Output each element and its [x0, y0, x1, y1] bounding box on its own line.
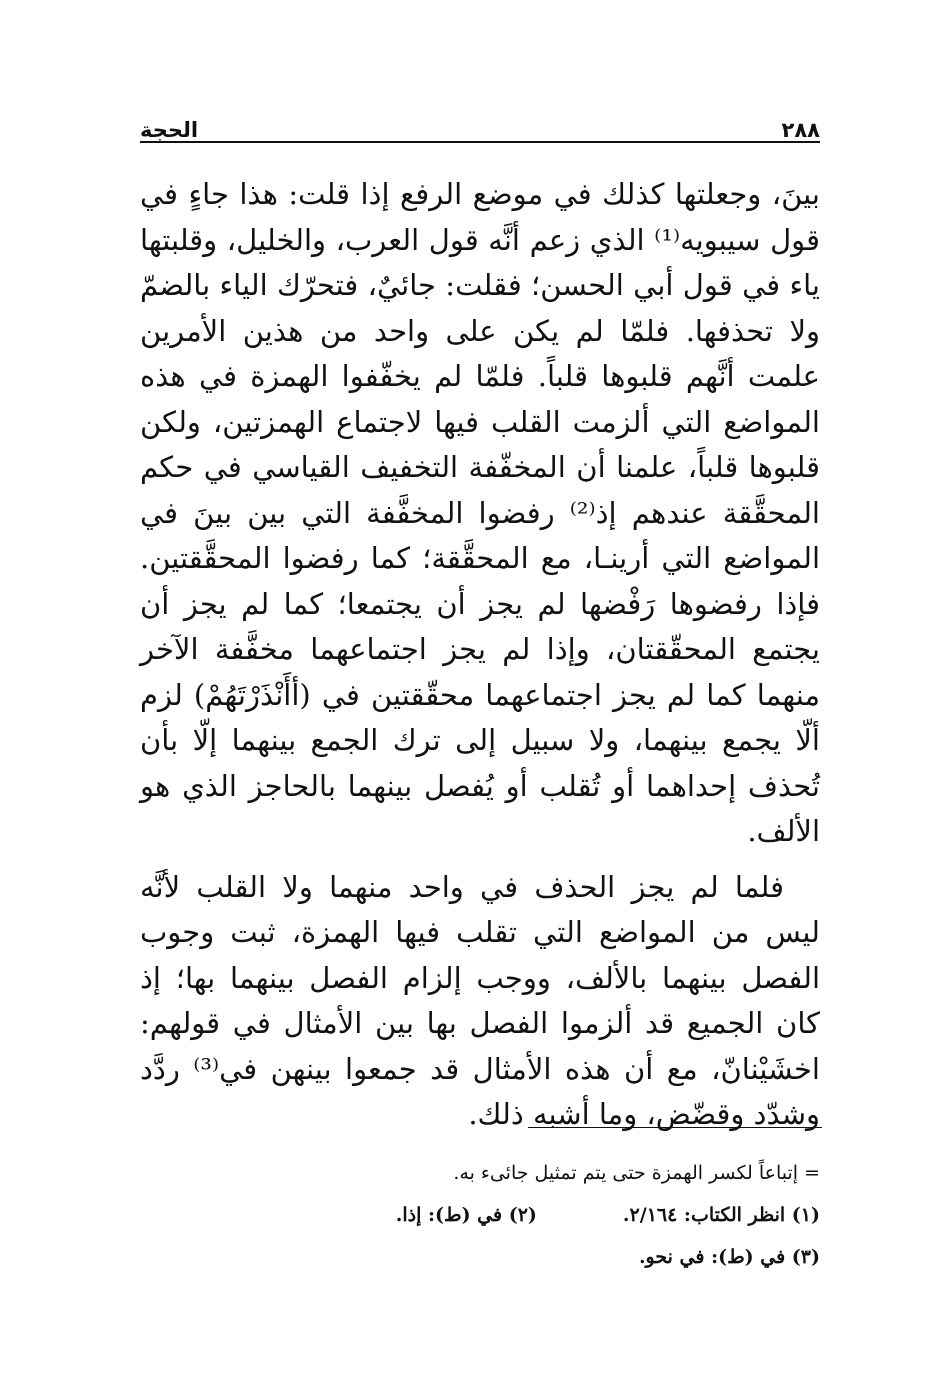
footnote-1: (١) انظر الكتاب: ٢/١٦٤.	[622, 1204, 820, 1226]
footnote-2: (٢) في (ط): إذا.	[395, 1204, 537, 1226]
footnote-3: (٣) في (ط): في نحو.	[638, 1246, 820, 1268]
footnote-gap	[537, 1194, 623, 1236]
page-number: ٢٨٨	[781, 118, 820, 142]
page-header	[140, 108, 820, 142]
header-rule	[140, 141, 820, 143]
footnote-continuation: = إتباعاً لكسر الهمزة حتى يتم تمثيل جائىء به.	[453, 1162, 820, 1184]
paragraph-1: بينَ، وجعلتها كذلك في موضع الرفع إذا قلت: هذا جاءٍ في قول سيبويه⁽¹⁾ الذي زعم أنَّه قول العرب، والخليل، وقلبتها ياء في قول أبي الحسن؛ فقلت: جائيٌ، فتحرّك الياء بالضمّ ولا تحذفها. فلمّا لم يكن على واحد من هذين الأمرين علمت أنَّهم قلبوها قلباً. فلمّا لم يخفّفوا الهمزة في هذه المواضع التي ألزمت القلب فيها لاجتماع الهمزتين، ولكن قلبوها قلباً، علمنا أن المخفّفة التخفيف القياسي في حكم المحقَّقة عندهم إذ⁽²⁾ رفضوا المخفَّفة التي بين بينَ في المواضع التي أرينـا، مع المحقَّقة؛ كما رفضوا المحقَّقتين. فإذا رفضوها رَفْضها لم يجز أن يجتمعا؛ كما لم يجز أن يجتمع المحقّقتان، وإذا لم يجز اجتماعهما مخفَّفة الآخر منهما كما لم يجز اجتماعهما محقّقتين في (أأَنْذَرْتَهُمْ) لزم ألّا يجمع بينهما، ولا سبيل إلى ترك الجمع بينهما إلّا بأن تُحذف إحداهما أو تُقلب أو يُفصل بينهما بالحاجز الذي هو الألف.	[140, 177, 820, 848]
paragraph-2: فلما لم يجز الحذف في واحد منهما ولا القلب لأنَّه ليس من المواضع التي تقلب فيها الهمزة، ثبت وجوب الفصل بينهما بالألف، ووجب إلزام الفصل بينهما بها؛ إذ كان الجميع قد ألزموا الفصل بها بين الأمثال في قولهم: اخشَيْنانّ، مع أن هذه الأمثال قد جمعوا بينهن في⁽³⁾ ردَّد وشدّد وقضّض، وما أشبه ذلك.	[140, 869, 820, 1131]
running-title: الحجة	[140, 118, 199, 142]
footnote-rule	[528, 1127, 822, 1128]
footnote-row	[140, 1194, 820, 1236]
main-text	[140, 172, 820, 1138]
footnotes	[140, 1152, 820, 1278]
